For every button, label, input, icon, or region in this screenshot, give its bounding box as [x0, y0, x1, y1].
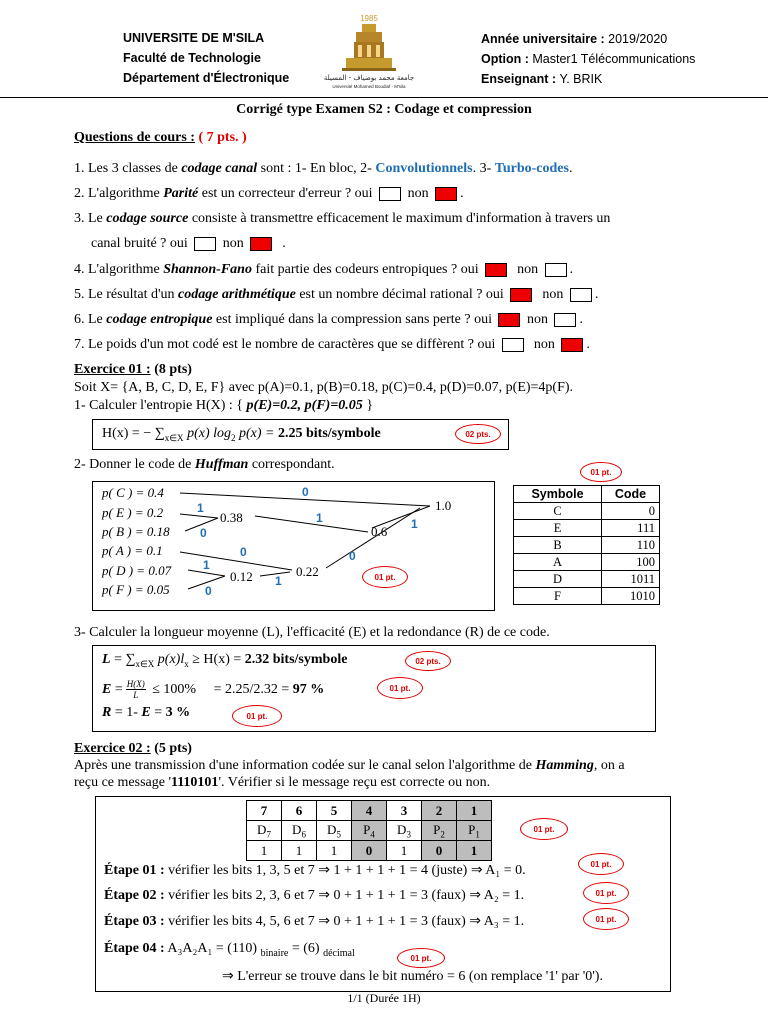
table-row: [514, 588, 660, 605]
hx-a: H(x) = − ∑: [102, 426, 165, 441]
q1-text-g: .: [568, 161, 573, 176]
table-cell: $D_7$: [247, 821, 282, 841]
table-cell: $D_3$: [387, 821, 422, 841]
q6-text-b: codage entropique: [106, 312, 213, 327]
ex1-statement: Soit X= {A, B, C, D, E, F} avec p(A)=0.1, p(B)=0.18, p(C)=0.4, p(D)=0.07, p(E)=4p(F).: [74, 380, 574, 395]
tree-pE: p( E ) = 0.2: [102, 505, 164, 520]
points-badge-step-2: 01 pt.: [583, 882, 629, 904]
ex1-title: Exercice 01 :: [74, 362, 151, 377]
bit-label-038: 1: [316, 511, 323, 525]
hamming-row-positions: [247, 801, 492, 821]
tree-pF: p( F ) = 0.05: [102, 582, 170, 597]
tree-pA: p( A ) = 0.1: [102, 543, 163, 558]
tree-node-038: 0.38: [220, 510, 243, 525]
edge-a-022: [180, 552, 292, 570]
table-cell: 6: [282, 801, 317, 821]
table-row: [514, 554, 660, 571]
year-value: 2019/2020: [608, 32, 668, 46]
formula-E: E = $\frac{H(X)}{L}$ ≤ 100% = 2.25/2.32 = 97 %: [102, 679, 325, 700]
table-cell: 111: [602, 520, 660, 537]
q6-non-label: non: [526, 312, 548, 327]
tree-node-06: 0.6: [371, 524, 388, 539]
q5-text-c: est un nombre décimal rational ? oui: [295, 287, 504, 302]
table-cell: 4: [352, 801, 387, 821]
step-3: [104, 913, 524, 930]
L-sub: x∈X: [135, 658, 155, 669]
ex2-heading: [74, 740, 192, 757]
table-cell: 0: [422, 841, 457, 861]
table-cell: 1: [247, 841, 282, 861]
q4-text-c: fait partie des codeurs entropiques ? oui: [251, 262, 479, 277]
teacher-label: Enseignant :: [481, 72, 557, 86]
R-d: =: [150, 705, 166, 720]
hamming-table: [246, 800, 492, 861]
R-c: E: [141, 705, 151, 720]
L-b: = ∑: [110, 652, 136, 667]
bit-label-06: 1: [411, 517, 418, 531]
bit-label-022: 0: [349, 549, 356, 563]
tree-pB: p( B ) = 0.18: [102, 524, 170, 539]
bit-label-d: 1: [203, 558, 210, 572]
edge-038-06: [255, 516, 368, 532]
table-cell: 0: [352, 841, 387, 861]
table-cell: 1: [457, 801, 492, 821]
q3-text-d: canal bruité ? oui: [91, 236, 188, 251]
tree-node-022: 0.22: [296, 564, 319, 579]
table-cell: $P_1$: [457, 821, 492, 841]
ex1-q3: 3- Calculer la longueur moyenne (L), l'efficacité (E) et la redondance (R) de ce code.: [74, 625, 550, 640]
table-cell: 3: [387, 801, 422, 821]
hx-c: p(x) =: [235, 426, 278, 441]
step-1-text: vérifier les bits 1, 3, 5 et 7 ⇒ 1 + 1 + 1 + 1 = 4 (juste) ⇒ A₁ = 0.: [164, 863, 526, 878]
step-4-decimal: décimal: [323, 947, 355, 959]
ex2-intro-2c: '. Vérifier si le message reçu est correcte ou non.: [218, 775, 491, 790]
table-cell: B: [514, 537, 602, 554]
q3-text-f: .: [282, 236, 286, 251]
questions-points: ( 7 pts. ): [198, 130, 247, 145]
logo-caption-fr: Université Mohamed Boudiaf - M'sila: [332, 84, 406, 89]
q3-text-a: 3. Le: [74, 211, 107, 226]
q4-non-label: non: [517, 262, 539, 277]
table-cell: D: [514, 571, 602, 588]
code-table-header-symbol: Symbole: [514, 486, 602, 503]
tree-pD: p( D ) = 0.07: [102, 563, 172, 578]
L-result: 2.32 bits/symbole: [244, 652, 348, 667]
R-b: = 1-: [111, 705, 142, 720]
points-badge-step-3: 01 pt.: [583, 908, 629, 930]
ex1-points: (8 pts): [154, 362, 192, 377]
step-2: [104, 887, 524, 904]
q4-text-e: .: [569, 262, 574, 277]
q1-text-a: 1. Les 3 classes de: [74, 161, 182, 176]
L-c: p(x)l: [154, 652, 185, 667]
R-a: R: [102, 705, 112, 720]
L-a: L: [102, 652, 111, 667]
q7-text-a: 7. Le poids d'un mot codé est le nombre de caractères que se diffèrent ? oui: [74, 337, 496, 352]
table-cell: 110: [602, 537, 660, 554]
table-cell: 5: [317, 801, 352, 821]
q7-text-c: .: [586, 337, 590, 352]
table-row: [514, 537, 660, 554]
q6-text-e: .: [579, 312, 583, 327]
logo-caption-ar: جامعة محمد بوضياف - المسيلة: [324, 74, 414, 82]
R-result: 3 %: [165, 705, 191, 720]
hamming-row-labels: [247, 821, 492, 841]
q5-text-a: 5. Le résultat d'un: [74, 287, 178, 302]
table-cell: $D_6$: [282, 821, 317, 841]
bit-label-b: 0: [200, 526, 207, 540]
step-4: [104, 940, 355, 962]
table-cell: $P_4$: [352, 821, 387, 841]
table-cell: 1010: [602, 588, 660, 605]
table-cell: 1: [387, 841, 422, 861]
step-4-label: Étape 04 :: [104, 941, 165, 956]
table-cell: A: [514, 554, 602, 571]
q4-text-b: Shannon-Fano: [163, 262, 252, 277]
code-table-header-code: Code: [602, 486, 660, 503]
q4-text-a: 4. L'algorithme: [74, 262, 164, 277]
teacher-value: Y. BRIK: [559, 72, 603, 86]
bit-label-c: 0: [302, 485, 309, 499]
ex2-title: Exercice 02 :: [74, 741, 151, 756]
points-badge-step-4: 01 pt.: [397, 948, 445, 968]
points-badge-step-1: 01 pt.: [578, 853, 624, 875]
table-cell: $P_2$: [422, 821, 457, 841]
step-2-label: Étape 02 :: [104, 888, 165, 903]
table-cell: F: [514, 588, 602, 605]
hamming-row-bits: [247, 841, 492, 861]
table-cell: 1: [457, 841, 492, 861]
q6-text-c: est impliqué dans la compression sans perte ? oui: [212, 312, 492, 327]
points-badge-E: 01 pt.: [377, 677, 423, 699]
formula-L: [102, 651, 347, 673]
q3-non-label: non: [222, 236, 244, 251]
ex2-intro-1a: Après une transmission d'une information codée sur le canal selon l'algorithme de: [74, 758, 536, 773]
q2-text-e: .: [460, 186, 464, 201]
bit-label-e: 1: [197, 501, 204, 515]
step-4-binaire: binaire: [260, 947, 289, 959]
table-row: [514, 571, 660, 588]
step-3-label: Étape 03 :: [104, 914, 165, 929]
q2-non-label: non: [407, 186, 429, 201]
hx-sub2: 2: [231, 432, 236, 443]
table-cell: 1011: [602, 571, 660, 588]
page-title: Corrigé type Examen S2 : Codage et compression: [236, 102, 532, 117]
q2-text-b: Parité: [163, 186, 199, 201]
ex1-q1-b: p(E)=0.2, p(F)=0.05: [246, 398, 363, 413]
ex2-message: 1110101: [170, 775, 219, 790]
tree-node-012: 0.12: [230, 569, 253, 584]
q6-text-a: 6. Le: [74, 312, 107, 327]
option-label: Option :: [481, 52, 529, 66]
ex2-intro-1c: , on a: [593, 758, 625, 773]
q3-text-b: codage source: [106, 211, 189, 226]
q2-text-a: 2. L'algorithme: [74, 186, 164, 201]
points-badge-hamming-table: 01 pt.: [520, 818, 568, 840]
university-name: UNIVERSITE DE M'SILA: [123, 31, 265, 45]
step-2-text: vérifier les bits 2, 3, 6 et 7 ⇒ 0 + 1 + 1 + 1 = 3 (faux) ⇒ A₂ = 1.: [164, 888, 525, 903]
table-cell: 7: [247, 801, 282, 821]
L-sub2: x: [184, 658, 189, 669]
step-1-label: Étape 01 :: [104, 863, 165, 878]
bit-label-a: 0: [240, 545, 247, 559]
E-a: E: [102, 682, 112, 697]
q5-non-label: non: [542, 287, 564, 302]
points-badge-R: 01 pt.: [232, 705, 282, 727]
table-cell: 1: [317, 841, 352, 861]
q3-text-c: consiste à transmettre efficacement le maximum d'information à travers un: [188, 211, 611, 226]
E-denominator: L: [133, 690, 139, 700]
ex1-q1-c: }: [362, 398, 374, 413]
q1-answer-convolutionnels: Convolutionnels: [375, 161, 473, 176]
bit-label-012: 1: [275, 574, 282, 588]
table-cell: C: [514, 503, 602, 520]
L-d: ≥ H(x) =: [188, 652, 245, 667]
ex2-points: (5 pts): [154, 741, 192, 756]
step-4-text-b: = (6): [288, 941, 324, 956]
E-b: ≤ 100% = 2.25/2.32 =: [148, 682, 293, 697]
step-3-text: vérifier les bits 4, 5, 6 et 7 ⇒ 0 + 1 + 1 + 1 = 3 (faux) ⇒ A₃ = 1.: [164, 914, 525, 929]
table-row: [514, 520, 660, 537]
table-cell: E: [514, 520, 602, 537]
step-1: [104, 862, 526, 879]
ex2-intro-2a: reçu ce message ': [74, 775, 171, 790]
table-row: [514, 503, 660, 520]
table-cell: $D_5$: [317, 821, 352, 841]
points-badge-L: 02 pts.: [405, 651, 451, 671]
tree-pC: p( C ) = 0.4: [102, 485, 164, 500]
option-value: Master1 Télécommunications: [532, 52, 696, 66]
ex1-q1-a: 1- Calculer l'entropie H(X) : {: [74, 398, 247, 413]
ex1-q2-b: Huffman: [194, 457, 249, 472]
E-numerator: H(X): [126, 679, 145, 689]
points-badge-hx: 02 pts.: [455, 424, 501, 444]
formula-R: [102, 704, 190, 721]
table-cell: 2: [422, 801, 457, 821]
hx-sub: x∈X: [164, 432, 184, 443]
ex1-q2-a: 2- Donner le code de: [74, 457, 195, 472]
ex1-q2-c: correspondant.: [248, 457, 335, 472]
code-table: [513, 485, 660, 605]
year-label: Année universitaire :: [481, 32, 605, 46]
ex2-intro-1: [74, 757, 625, 774]
conclusion: ⇒ L'erreur se trouve dans le bit numéro = 6 (on remplace '1' par '0').: [222, 969, 603, 984]
q2-text-c: est un correcteur d'erreur ? oui: [198, 186, 373, 201]
tree-node-10: 1.0: [435, 498, 452, 513]
logo-year: 1985: [360, 14, 378, 23]
ex2-intro-1b: Hamming: [535, 758, 594, 773]
page-footer: 1/1 (Durée 1H): [347, 991, 421, 1005]
bit-label-f: 0: [205, 584, 212, 598]
q1-text-e: . 3-: [472, 161, 495, 176]
step-4-text-a: A₃A₂A₁ = (110): [164, 941, 261, 956]
questions-title: Questions de cours :: [74, 130, 195, 145]
department-name: Département d'Électronique: [123, 71, 290, 85]
q7-non-label: non: [533, 337, 555, 352]
E-result: 97 %: [292, 682, 325, 697]
q1-answer-turbo: Turbo-codes: [494, 161, 569, 176]
hx-result: 2.25 bits/symbole: [278, 426, 381, 441]
ex2-intro-2: [74, 774, 490, 791]
q5-text-b: codage arithmétique: [178, 287, 296, 302]
points-badge-tree: 01 pt.: [362, 566, 408, 588]
q5-text-e: .: [594, 287, 599, 302]
points-badge-table: 01 pt.: [580, 462, 622, 482]
q1-text-b: codage canal: [181, 161, 258, 176]
table-cell: 0: [602, 503, 660, 520]
faculty-name: Faculté de Technologie: [123, 51, 261, 65]
table-cell: 100: [602, 554, 660, 571]
hx-b: p(x) log: [183, 426, 231, 441]
table-cell: 1: [282, 841, 317, 861]
q1-text-c: sont : 1- En bloc, 2-: [257, 161, 376, 176]
